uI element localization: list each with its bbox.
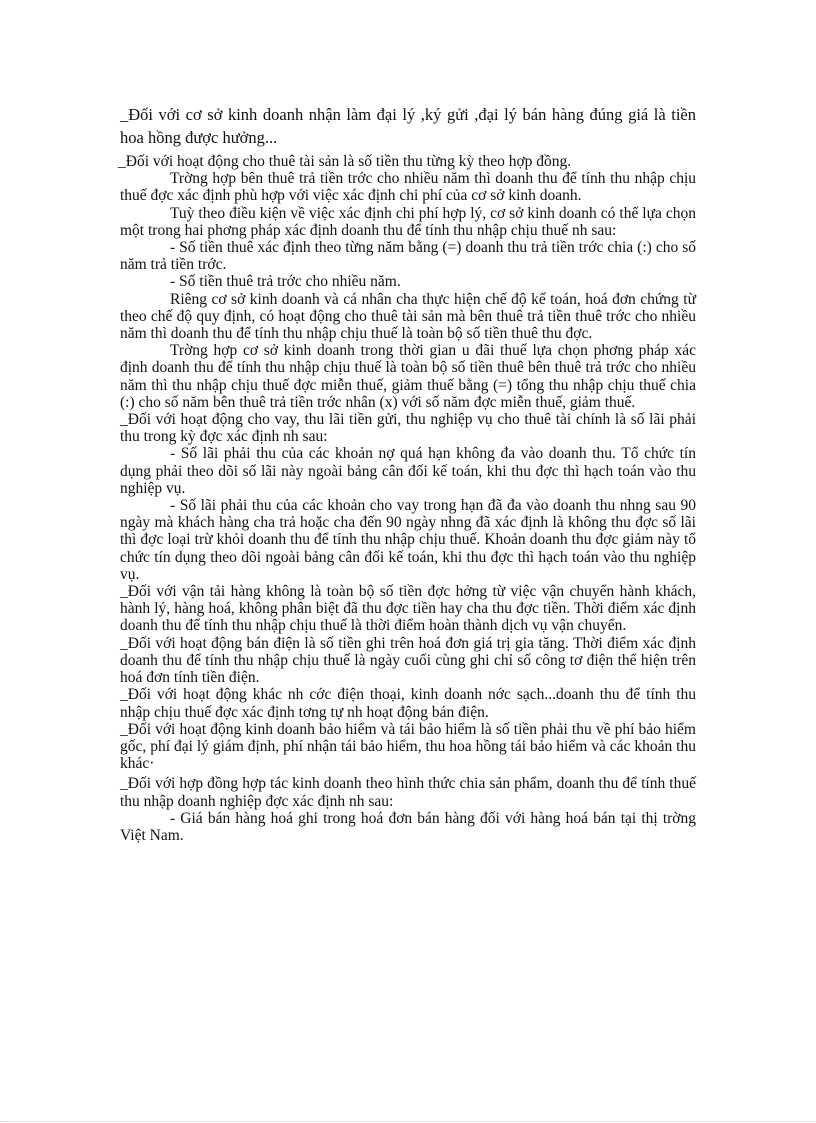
paragraph-business-cooperation: _Đối với hợp đồng hợp tác kinh doanh theo hình thức chia sản phẩm, doanh thu để tính thuế thu nhập doanh nghiệp đợc xác định nh sau: [120,775,696,810]
document-page [120,103,696,844]
page-bottom-border [0,1121,816,1122]
bullet-domestic-sale-price: - Giá bán hàng hoá ghi trong hoá đơn bán hàng đối với hàng hoá bán tại thị trờng Việt Nam. [120,809,696,844]
bullet-in-term-interest: - Số lãi phải thu của các khoản cho vay trong hạn đã đa vào doanh thu nhng sau 90 ngày mà khách hàng cha trả hoặc cha đến 90 ngày nhng đã xác định là không thu đợc số lãi thì đợc loại trừ khỏi doanh thu để tính thu nhập chịu thuế. Khoản doanh thu đợc giảm này tổ chức tín dụng theo dõi ngoài bảng cân đối kế toán, khi thu đợc thì hạch toán vào thu nghiệp vụ. [120,497,696,583]
paragraph-lending-interest: _Đối với hoạt động cho vay, thu lãi tiền gửi, thu nghiệp vụ cho thuê tài chính là số lãi phải thu trong kỳ đợc xác định nh sau: [120,411,696,446]
paragraph-tax-incentive-period: Trờng hợp cơ sở kinh doanh trong thời gian u đãi thuế lựa chọn phơng pháp xác định doanh thu để tính thu nhập chịu thuế là toàn bộ số tiền thuê bên thuê trả trớc cho nhiều năm thì thu nhập chịu thuế đợc miễn thuế, giảm thuế bằng (=) tổng thu nhập chịu thuế chia (:) cho số năm bên thuê trả tiền trớc nhân (x) với số năm đợc miễn thuế, giảm thuế. [120,342,696,411]
paragraph-agency-revenue: _Đối với cơ sở kinh doanh nhận làm đại lý ,ký gửi ,đại lý bán hàng đúng giá là tiền hoa hồng được hưởng... [120,105,696,147]
paragraph-two-methods: Tuỳ theo điều kiện về việc xác định chi phí hợp lý, cơ sở kinh doanh có thể lựa chọn một trong hai phơng pháp xác định doanh thu để tính thu nhập chịu thuế nh sau: [120,204,696,239]
paragraph-other-activities: _Đối với hoạt động khác nh cớc điện thoại, kinh doanh nớc sạch...doanh thu để tính thu nhập chịu thuế đợc xác định tơng tự nh hoạt động bán điện. [120,686,696,721]
bullet-multi-year-lease: - Số tiền thuê trả trớc cho nhiều năm. [170,273,401,291]
bullet-annual-lease: - Số tiền thuê xác định theo từng năm bằng (=) doanh thu trả tiền trớc chia (:) cho số năm trả tiền trớc. [120,239,696,274]
paragraph-prepaid-lease: Trờng hợp bên thuê trả tiền trớc cho nhiều năm thì doanh thu để tính thu nhập chịu thuế đợc xác định phù hợp với việc xác định chi phí của cơ sở kinh doanh. [120,170,696,205]
paragraph-insurance: _Đối với hoạt động kinh doanh bảo hiểm và tái bảo hiểm là số tiền phải thu về phí bảo hiểm gốc, phí đại lý giám định, phí nhận tái bảo hiểm, thu hoa hồng tái bảo hiểm và các khoản thu khác· [120,720,696,773]
paragraph-electricity-sales: _Đối với hoạt động bán điện là số tiền ghi trên hoá đơn giá trị gia tăng. Thời điểm xác định doanh thu để tính thu nhập chịu thuế là ngày cuối cùng ghi chỉ số công tơ điện thể hiện trên hoá đơn tính tiền điện. [120,634,696,687]
paragraph-air-transport: _Đối với vận tải hàng không là toàn bộ số tiền đợc hởng từ việc vận chuyển hành khách, hành lý, hàng hoá, không phân biệt đã thu đợc tiền hay cha thu đợc tiền. Thời điểm xác định doanh thu để tính thu nhập chịu thuế là thời điểm hoàn thành dịch vụ vận chuyển. [120,583,696,635]
bullet-overdue-interest: - Số lãi phải thu của các khoản nợ quá hạn không đa vào doanh thu. Tổ chức tín dụng phải theo dõi số lãi này ngoài bảng cân đối kế toán, khi thu đợc thì hạch toán vào thu nghiệp vụ. [120,445,696,497]
paragraph-asset-leasing: _Đối với hoạt động cho thuê tài sản là số tiền thu từng kỳ theo hợp đồng. [118,153,572,170]
paragraph-no-accounting-regime: Riêng cơ sở kinh doanh và cá nhân cha thực hiện chế độ kế toán, hoá đơn chứng từ theo chế độ quy định, có hoạt động cho thuê tài sản mà bên thuê trả tiền thuê trớc cho nhiều năm thì doanh thu để tính thu nhập chịu thuế là toàn bộ số tiền thuê thu đợc. [120,290,696,343]
